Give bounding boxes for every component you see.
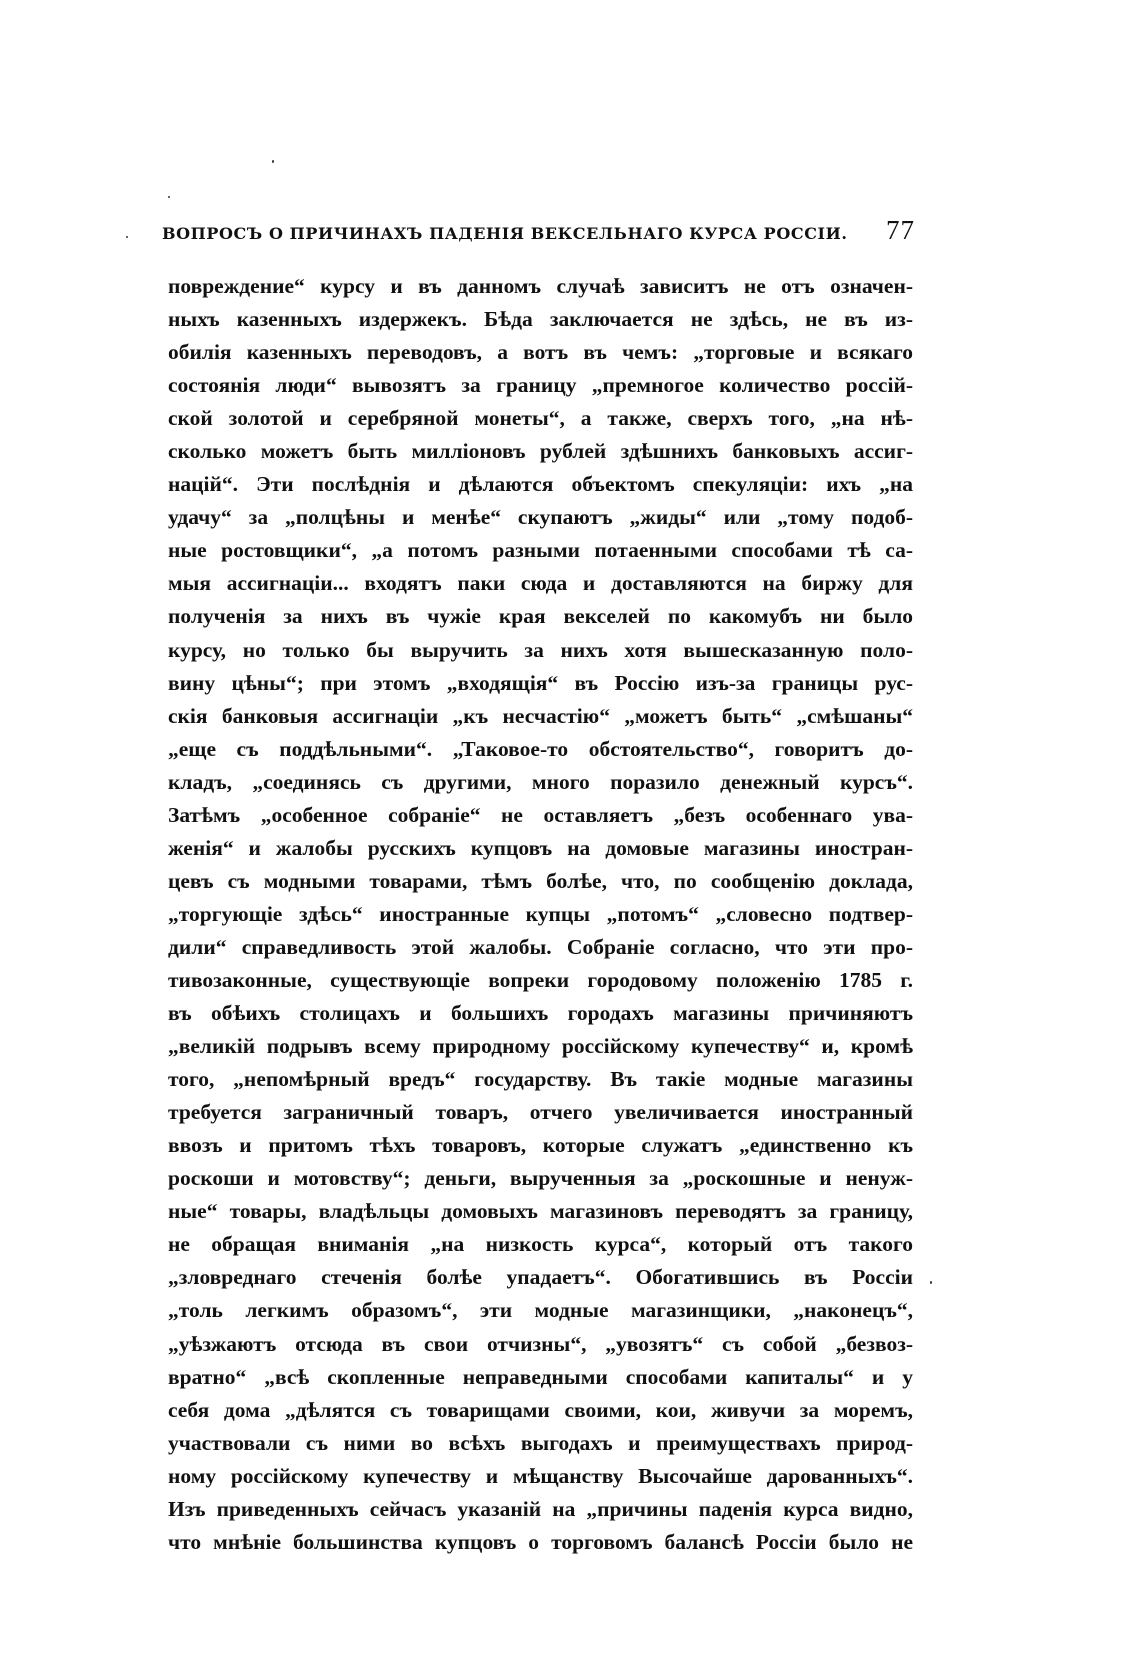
text-line: удачу“ за „полцѣны и менѣе“ скупаютъ „жиды“ или „тому подоб-	[168, 505, 913, 530]
text-line: мыя ассигнаціи... входятъ паки сюда и доставляются на биржу для	[168, 571, 913, 596]
header-title: ВОПРОСЪ О ПРИЧИНАХЪ ПАДЕНІЯ ВЕКСЕЛЬНАГО КУРСА РОССІИ.	[162, 224, 848, 243]
text-line: „еще съ поддѣльными“. „Таковое-то обстоятельство“, говоритъ до-	[168, 736, 913, 761]
scan-speck	[930, 1281, 932, 1284]
text-line: того, „непомѣрный вредъ“ государству. Въ такіе модные магазины	[168, 1067, 913, 1092]
text-line: ному россійскому купечеству и мѣщанству Высочайше дарованныхъ“.	[168, 1463, 913, 1488]
text-line: Затѣмъ „особенное собраніе“ не оставляетъ „безъ особеннаго ува-	[168, 802, 913, 827]
running-header	[162, 215, 915, 255]
text-line: ные ростовщики“, „а потомъ разными потаенными способами тѣ са-	[168, 538, 913, 563]
body-text	[168, 270, 913, 1559]
text-line: ные“ товары, владѣльцы домовыхъ магазиновъ переводятъ за границу,	[168, 1199, 913, 1224]
text-line: курсу, но только бы выручить за нихъ хотя вышесказанную поло-	[168, 637, 913, 662]
text-line: себя дома „дѣлятся съ товарищами своими, кои, живучи за моремъ,	[168, 1397, 913, 1422]
text-line: повреждение“ курсу и въ данномъ случаѣ зависитъ не отъ означен-	[168, 274, 913, 298]
scan-speck	[126, 236, 128, 238]
text-line: скія банковыя ассигнаціи „къ несчастію“ „можетъ быть“ „смѣшаны“	[168, 703, 913, 728]
text-line: участвовали съ ними во всѣхъ выгодахъ и преимуществахъ природ-	[168, 1430, 913, 1455]
text-line: роскоши и мотовству“; деньги, вырученныя за „роскошные и ненуж-	[168, 1166, 913, 1191]
text-line: „великій подрывъ всему природному россійскому купечеству“ и, кромѣ	[168, 1034, 913, 1059]
scan-speck	[168, 196, 170, 198]
text-line: тивозаконные, существующіе вопреки городовому положенію 1785 г.	[168, 967, 913, 992]
text-line: не обращая вниманія „на низкость курса“, который отъ такого	[168, 1232, 913, 1257]
text-line: вину цѣны“; при этомъ „входящія“ въ Россію изъ-за границы рус-	[168, 670, 913, 695]
text-line: вратно“ „всѣ скопленные неправедными способами капиталы“ и у	[168, 1364, 913, 1389]
text-line: цевъ съ модными товарами, тѣмъ болѣе, что, по сообщенію доклада,	[168, 868, 913, 893]
text-line: Изъ приведенныхъ сейчасъ указаній на „причины паденія курса видно,	[168, 1496, 913, 1521]
text-line: „торгующіе здѣсь“ иностранные купцы „потомъ“ „словесно подтвер-	[168, 901, 913, 926]
text-line: кладъ, „соединясь съ другими, много поразило денежный курсъ“.	[168, 769, 913, 794]
text-line: ской золотой и серебряной монеты“, а также, сверхъ того, „на нѣ-	[168, 406, 913, 431]
text-line: полученія за нихъ въ чужіе края векселей по какомубъ ни было	[168, 604, 913, 629]
text-line: что мнѣніе большинства купцовъ о торговомъ балансѣ Россіи было не	[168, 1529, 913, 1554]
text-line: ныхъ казенныхъ издержекъ. Бѣда заключается не здѣсь, не въ из-	[168, 307, 913, 332]
text-line: „уѣзжаютъ отсюда въ свои отчизны“, „увозятъ“ съ собой „безвоз-	[168, 1331, 913, 1356]
text-line: ввозъ и притомъ тѣхъ товаровъ, которые служатъ „единственно къ	[168, 1133, 913, 1158]
text-line: требуется заграничный товаръ, отчего увеличивается иностранный	[168, 1100, 913, 1125]
scan-speck	[272, 160, 274, 163]
text-line: націй“. Эти послѣднія и дѣлаются объектомъ спекуляціи: ихъ „на	[168, 472, 913, 497]
text-line: сколько можетъ быть милліоновъ рублей здѣшнихъ банковыхъ ассиг-	[168, 439, 913, 464]
page-number: 77	[886, 215, 915, 245]
text-line: состоянія люди“ вывозятъ за границу „премногое количество россій-	[168, 373, 913, 398]
text-line: дили“ справедливость этой жалобы. Собраніе согласно, что эти про-	[168, 934, 913, 959]
text-line: въ обѣихъ столицахъ и большихъ городахъ магазины причиняютъ	[168, 1001, 913, 1026]
text-line: женія“ и жалобы русскихъ купцовъ на домовые магазины иностран-	[168, 835, 913, 860]
text-line: обилія казенныхъ переводовъ, а вотъ въ чемъ: „торговые и всякаго	[168, 340, 913, 365]
text-line: „зловреднаго стеченія болѣе упадаетъ“. Обогатившись въ Россіи	[168, 1265, 913, 1290]
text-line: „толь легкимъ образомъ“, эти модные магазинщики, „наконецъ“,	[168, 1298, 913, 1323]
